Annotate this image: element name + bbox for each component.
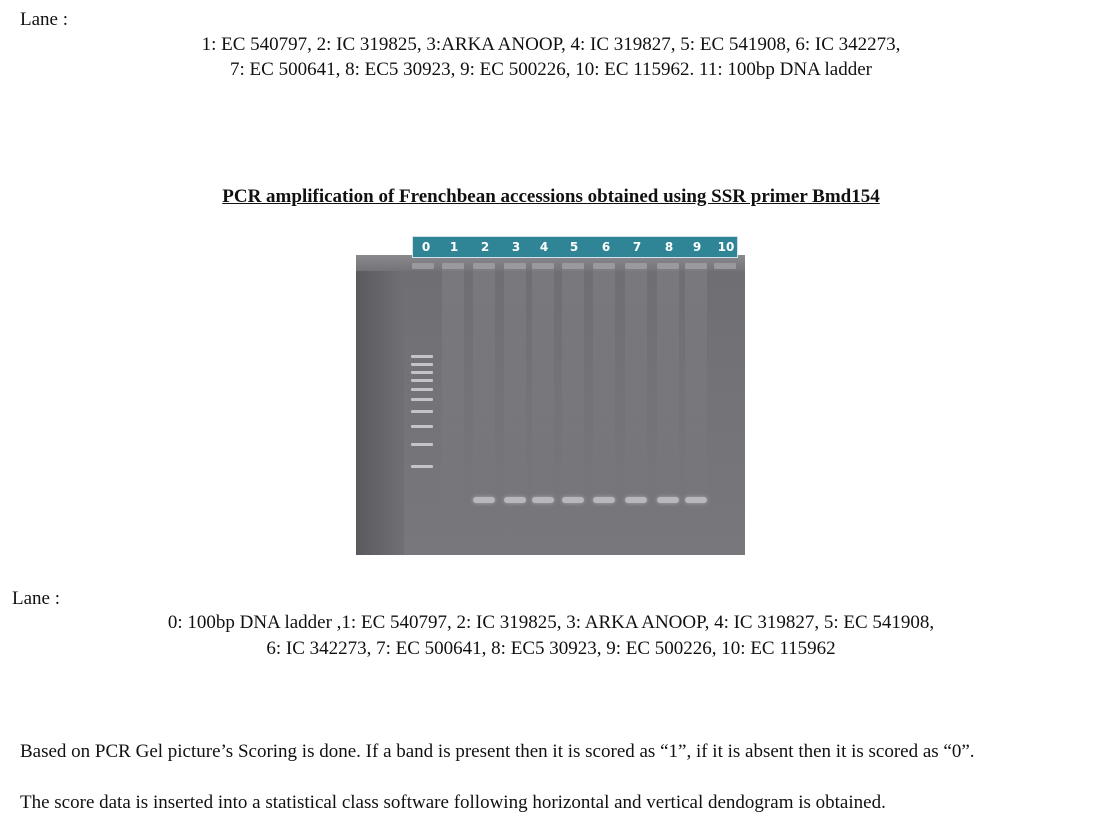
lane-number-bar <box>412 236 738 258</box>
gel-lane-smear <box>442 269 464 509</box>
pcr-band <box>657 497 679 503</box>
pcr-band <box>532 497 554 503</box>
pcr-band <box>473 497 495 503</box>
lane-number: 9 <box>692 240 702 254</box>
lane-number: 10 <box>717 240 735 254</box>
lane-number: 0 <box>421 240 431 254</box>
gel-lane-smear <box>532 269 554 509</box>
gel-well <box>714 263 736 269</box>
ladder-band <box>411 410 433 413</box>
lane-number: 2 <box>480 240 490 254</box>
gel-lane-smear <box>473 269 495 509</box>
ladder-band <box>411 379 433 382</box>
ladder-band <box>411 425 433 428</box>
software-paragraph: The score data is inserted into a statistical class software following horizontal and vertical dendogram is obtained. <box>20 792 886 813</box>
pcr-band <box>593 497 615 503</box>
pcr-band <box>685 497 707 503</box>
gel-lane-smear <box>685 269 707 509</box>
gel-lane-smear <box>625 269 647 509</box>
lane-number: 5 <box>569 240 579 254</box>
top-lane-legend-line-1: 1: EC 540797, 2: IC 319825, 3:ARKA ANOOP, 4: IC 319827, 5: EC 541908, 6: IC 342273, <box>201 34 901 55</box>
gel-lane-smear <box>562 269 584 509</box>
top-lane-label: Lane : <box>20 9 69 30</box>
lane-number: 8 <box>664 240 674 254</box>
ladder-band <box>411 398 433 401</box>
scoring-paragraph: Based on PCR Gel picture’s Scoring is done. If a band is present then it is scored as “1”, if it is absent then it is scored as “0”. <box>20 741 975 762</box>
pcr-band <box>625 497 647 503</box>
figure-title: PCR amplification of Frenchbean accessions obtained using SSR primer Bmd154 <box>222 186 880 207</box>
bottom-lane-label: Lane : <box>12 588 61 609</box>
gel-left-edge <box>356 255 404 555</box>
ladder-band <box>411 443 433 446</box>
gel-image <box>356 255 745 555</box>
ladder-band <box>411 465 433 468</box>
lane-number: 1 <box>449 240 459 254</box>
ladder-band <box>411 388 433 391</box>
lane-number: 6 <box>601 240 611 254</box>
gel-well <box>412 263 434 269</box>
lane-number: 3 <box>511 240 521 254</box>
pcr-band <box>504 497 526 503</box>
lane-number: 4 <box>539 240 549 254</box>
pcr-band <box>562 497 584 503</box>
ladder-band <box>411 363 433 366</box>
lane-number: 7 <box>632 240 642 254</box>
gel-lane-smear <box>504 269 526 509</box>
gel-lane-smear <box>593 269 615 509</box>
ladder-band <box>411 355 433 358</box>
bottom-lane-legend-line-2: 6: IC 342273, 7: EC 500641, 8: EC5 30923, 9: EC 500226, 10: EC 115962 <box>266 638 836 659</box>
ladder-band <box>411 371 433 374</box>
bottom-lane-legend-line-1: 0: 100bp DNA ladder ,1: EC 540797, 2: IC 319825, 3: ARKA ANOOP, 4: IC 319827, 5: EC 541908, <box>167 612 935 633</box>
top-lane-legend-line-2: 7: EC 500641, 8: EC5 30923, 9: EC 500226, 10: EC 115962. 11: 100bp DNA ladder <box>230 59 872 80</box>
gel-lane-smear <box>657 269 679 509</box>
